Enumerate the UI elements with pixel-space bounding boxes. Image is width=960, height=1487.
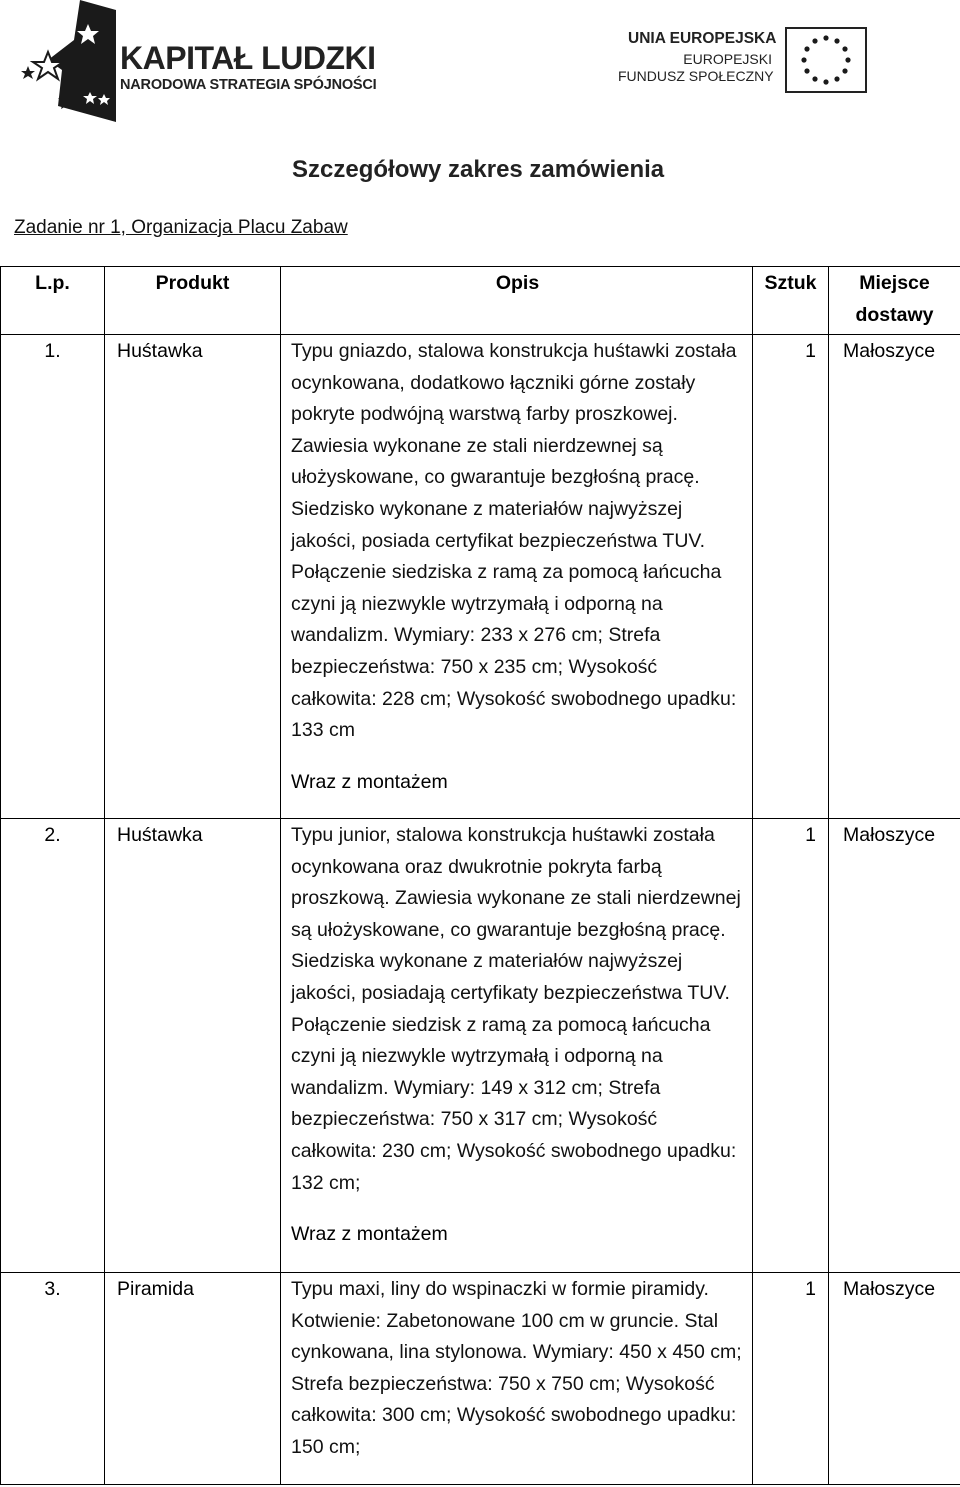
- table-row: [1, 1273, 960, 1485]
- row-lp: 2.: [1, 819, 105, 1273]
- row-quantity: 1: [753, 819, 829, 1273]
- row-lp: 1.: [1, 335, 105, 819]
- row-destination: Małoszyce: [829, 1273, 960, 1485]
- row-destination: Małoszyce: [829, 819, 960, 1273]
- kapital-ludzki-logo: [18, 0, 378, 122]
- row-description: Typu gniazdo, stalowa konstrukcja huśtawki została ocynkowana, dodatkowo łączniki górne zostały pokryte podwójną warstwą farby proszkowej. Zawiesia wykonane ze stali nierdzewnej są ułożyskowane, co gwarantuje bezgłośną pracę. Siedzisko wykonane z materiałów najwyższej jakości, posiada certyfikat bezpieczeństwa TUV. Połączenie siedziska z ramą za pomocą łańcucha czyni ją niezwykle wytrzymałą i odporną na wandalizm. Wymiary: 233 x 276 cm; Strefa bezpieczeństwa: 750 x 235 cm; Wysokość całkowita: 228 cm; Wysokość swobodnego upadku: 133 cm: [291, 340, 737, 742]
- row-description-cell: [281, 1273, 753, 1485]
- header-product: Produkt: [105, 267, 281, 335]
- row-product: Piramida: [105, 1273, 281, 1485]
- header-description: Opis: [281, 267, 753, 335]
- kapital-ludzki-emblem-icon: [18, 0, 118, 122]
- row-quantity: 1: [753, 1273, 829, 1485]
- table-row: [1, 335, 960, 819]
- eu-fund-logo: [618, 26, 872, 98]
- row-destination: Małoszyce: [829, 335, 960, 819]
- row-product: Huśtawka: [105, 819, 281, 1273]
- eu-logo-line2: EUROPEJSKI: [683, 51, 772, 67]
- order-spec-table: [0, 266, 960, 1485]
- eu-logo-line3: FUNDUSZ SPOŁECZNY: [618, 68, 774, 84]
- row-description: Typu maxi, liny do wspinaczki w formie piramidy. Kotwienie: Zabetonowane 100 cm w gruncie. Stal cynkowana, lina stylonowa. Wymiary: 450 x 450 cm; Strefa bezpieczeństwa: 750 x 750 cm; Wysokość całkowita: 300 cm; Wysokość swobodnego upadku: 150 cm;: [291, 1278, 742, 1458]
- row-description: Typu junior, stalowa konstrukcja huśtawki została ocynkowana oraz dwukrotnie pokryta farbą proszkową. Zawiesia wykonane ze stali nierdzewnej są ułożyskowane, co gwarantuje bezgłośną pracę. Siedziska wykonane z materiałów najwyższej jakości, posiadają certyfikaty bezpieczeństwa TUV. Połączenie siedzisk z ramą za pomocą łańcucha czyni ją niezwykle wytrzymałą i odporną na wandalizm. Wymiary: 149 x 312 cm; Strefa bezpieczeństwa: 750 x 317 cm; Wysokość całkowita: 230 cm; Wysokość swobodnego upadku: 132 cm;: [291, 824, 741, 1194]
- eu-flag-icon: [785, 27, 867, 93]
- task-heading: Zadanie nr 1, Organizacja Placu Zabaw: [14, 217, 348, 238]
- kapital-ludzki-subtitle: NARODOWA STRATEGIA SPÓJNOŚCI: [120, 77, 377, 93]
- page-title: Szczegółowy zakres zamówienia: [292, 156, 665, 183]
- eu-logo-line1: UNIA EUROPEJSKA: [628, 30, 777, 47]
- kapital-ludzki-title: KAPITAŁ LUDZKI: [120, 40, 376, 76]
- header-lp: L.p.: [1, 267, 105, 335]
- row-description-cell: [281, 819, 753, 1273]
- row-description-cell: [281, 335, 753, 819]
- row-note: Wraz z montażem: [291, 770, 448, 793]
- table-header-row: [1, 267, 960, 335]
- row-lp: 3.: [1, 1273, 105, 1485]
- header-destination: Miejsce dostawy: [829, 267, 960, 335]
- row-product: Huśtawka: [105, 335, 281, 819]
- row-note: Wraz z montażem: [291, 1223, 448, 1246]
- header-quantity: Sztuk: [753, 267, 829, 335]
- table-row: [1, 819, 960, 1273]
- row-quantity: 1: [753, 335, 829, 819]
- page-header: [0, 0, 960, 130]
